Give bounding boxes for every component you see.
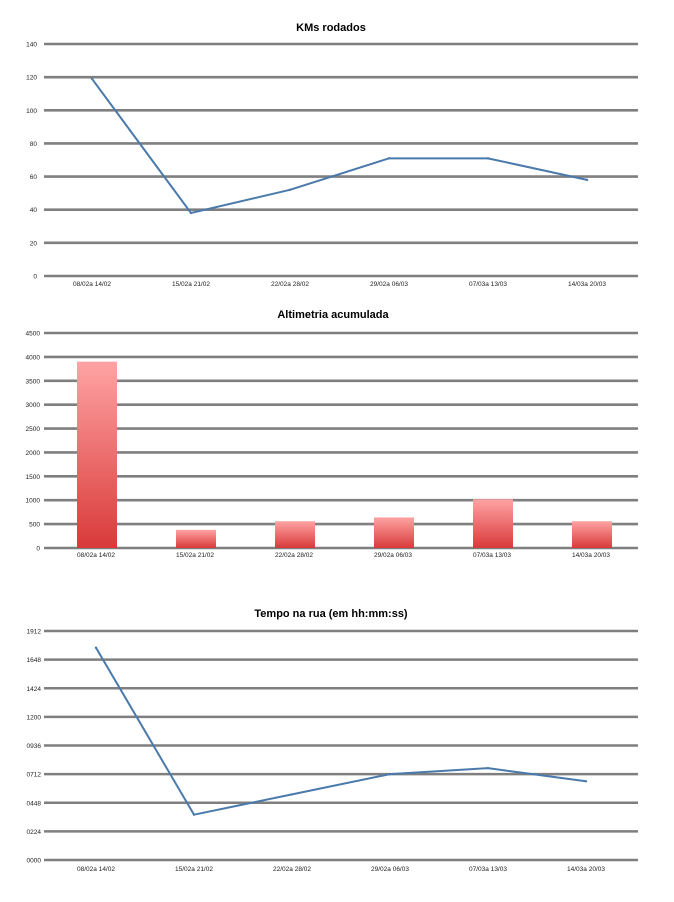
y-tick-label: 3500 [25, 378, 40, 386]
chart-title: Altimetria acumulada [277, 309, 389, 321]
x-tick-label: 29/02a 06/03 [374, 552, 412, 559]
y-tick-label: 0936 [26, 743, 41, 750]
x-tick-label: 07/03a 13/03 [473, 552, 511, 559]
data-point [291, 793, 293, 795]
data-point [487, 767, 489, 769]
x-tick-label: 15/02a 21/02 [176, 552, 214, 559]
x-tick-label: 14/03a 20/03 [572, 552, 610, 559]
grid-lines [44, 631, 638, 860]
y-tick-label: 0448 [26, 800, 41, 808]
y-tick-label: 1000 [25, 497, 40, 505]
y-tick-labels [26, 42, 37, 281]
x-tick-label: 08/02a 14/02 [77, 552, 115, 559]
y-tick-label: 1648 [26, 657, 41, 665]
y-tick-label: 4000 [25, 354, 40, 362]
y-tick-labels [26, 331, 41, 553]
y-tick-label: 500 [29, 521, 40, 529]
y-tick-label: 3000 [25, 402, 40, 410]
bars-group [77, 362, 612, 548]
chart-title: KMs rodados [296, 22, 366, 34]
bar [275, 521, 315, 548]
chart-altimetria-acumulada [26, 309, 638, 559]
x-tick-label: 15/02a 21/02 [172, 281, 210, 288]
y-tick-label: 60 [29, 174, 37, 182]
y-tick-label: 1912 [26, 628, 41, 636]
data-point [193, 813, 195, 815]
y-tick-label: 40 [29, 207, 37, 215]
x-tick-label: 07/03a 13/03 [469, 281, 507, 288]
data-point [586, 179, 588, 181]
x-tick-label: 08/02a 14/02 [77, 866, 115, 873]
bar [473, 499, 513, 548]
data-point [388, 157, 390, 159]
y-tick-label: 0000 [26, 857, 41, 865]
chart-tempo-na-rua [27, 608, 638, 873]
y-tick-label: 0224 [26, 828, 41, 836]
data-point [91, 78, 93, 80]
data-point [389, 773, 391, 775]
series-line-group [91, 78, 588, 215]
y-tick-label: 100 [26, 107, 37, 115]
y-tick-label: 1424 [26, 685, 41, 693]
bar [374, 517, 414, 548]
series-line-group [95, 646, 587, 815]
x-tick-label: 22/02a 28/02 [275, 552, 313, 559]
series-line [92, 79, 587, 213]
x-tick-label: 14/03a 20/03 [567, 866, 605, 873]
chart-kms-rodados [26, 22, 638, 288]
x-tick-labels [77, 866, 605, 873]
data-point [289, 189, 291, 191]
data-point [487, 157, 489, 159]
x-tick-label: 22/02a 28/02 [271, 281, 309, 288]
y-tick-label: 2000 [25, 449, 40, 457]
grid-lines [44, 333, 638, 548]
y-tick-label: 0 [36, 545, 40, 553]
y-tick-label: 4500 [25, 330, 40, 338]
series-line [96, 648, 586, 815]
y-tick-label: 140 [26, 41, 37, 49]
bar [77, 362, 117, 548]
x-tick-label: 29/02a 06/03 [371, 866, 409, 873]
y-tick-label: 20 [29, 240, 37, 248]
y-tick-label: 1200 [26, 714, 41, 722]
y-tick-label: 0 [33, 273, 37, 281]
x-tick-label: 15/02a 21/02 [175, 866, 213, 873]
data-point [95, 646, 97, 648]
data-point [190, 212, 192, 214]
y-tick-label: 80 [29, 140, 37, 148]
y-tick-labels [27, 629, 42, 865]
x-tick-label: 14/03a 20/03 [568, 281, 606, 288]
y-tick-label: 2500 [25, 426, 40, 434]
y-tick-label: 1500 [25, 473, 40, 481]
data-point [585, 780, 587, 782]
grid-lines [44, 44, 638, 276]
chart-title: Tempo na rua (em hh:mm:ss) [254, 608, 408, 620]
x-tick-label: 08/02a 14/02 [73, 281, 111, 288]
bar [572, 521, 612, 548]
x-tick-label: 22/02a 28/02 [273, 866, 311, 873]
y-tick-label: 0712 [26, 771, 41, 779]
y-tick-label: 120 [26, 74, 37, 82]
x-tick-labels [77, 552, 610, 559]
x-tick-labels [73, 281, 606, 288]
bar [176, 530, 216, 548]
x-tick-label: 07/03a 13/03 [469, 866, 507, 873]
x-tick-label: 29/02a 06/03 [370, 281, 408, 288]
